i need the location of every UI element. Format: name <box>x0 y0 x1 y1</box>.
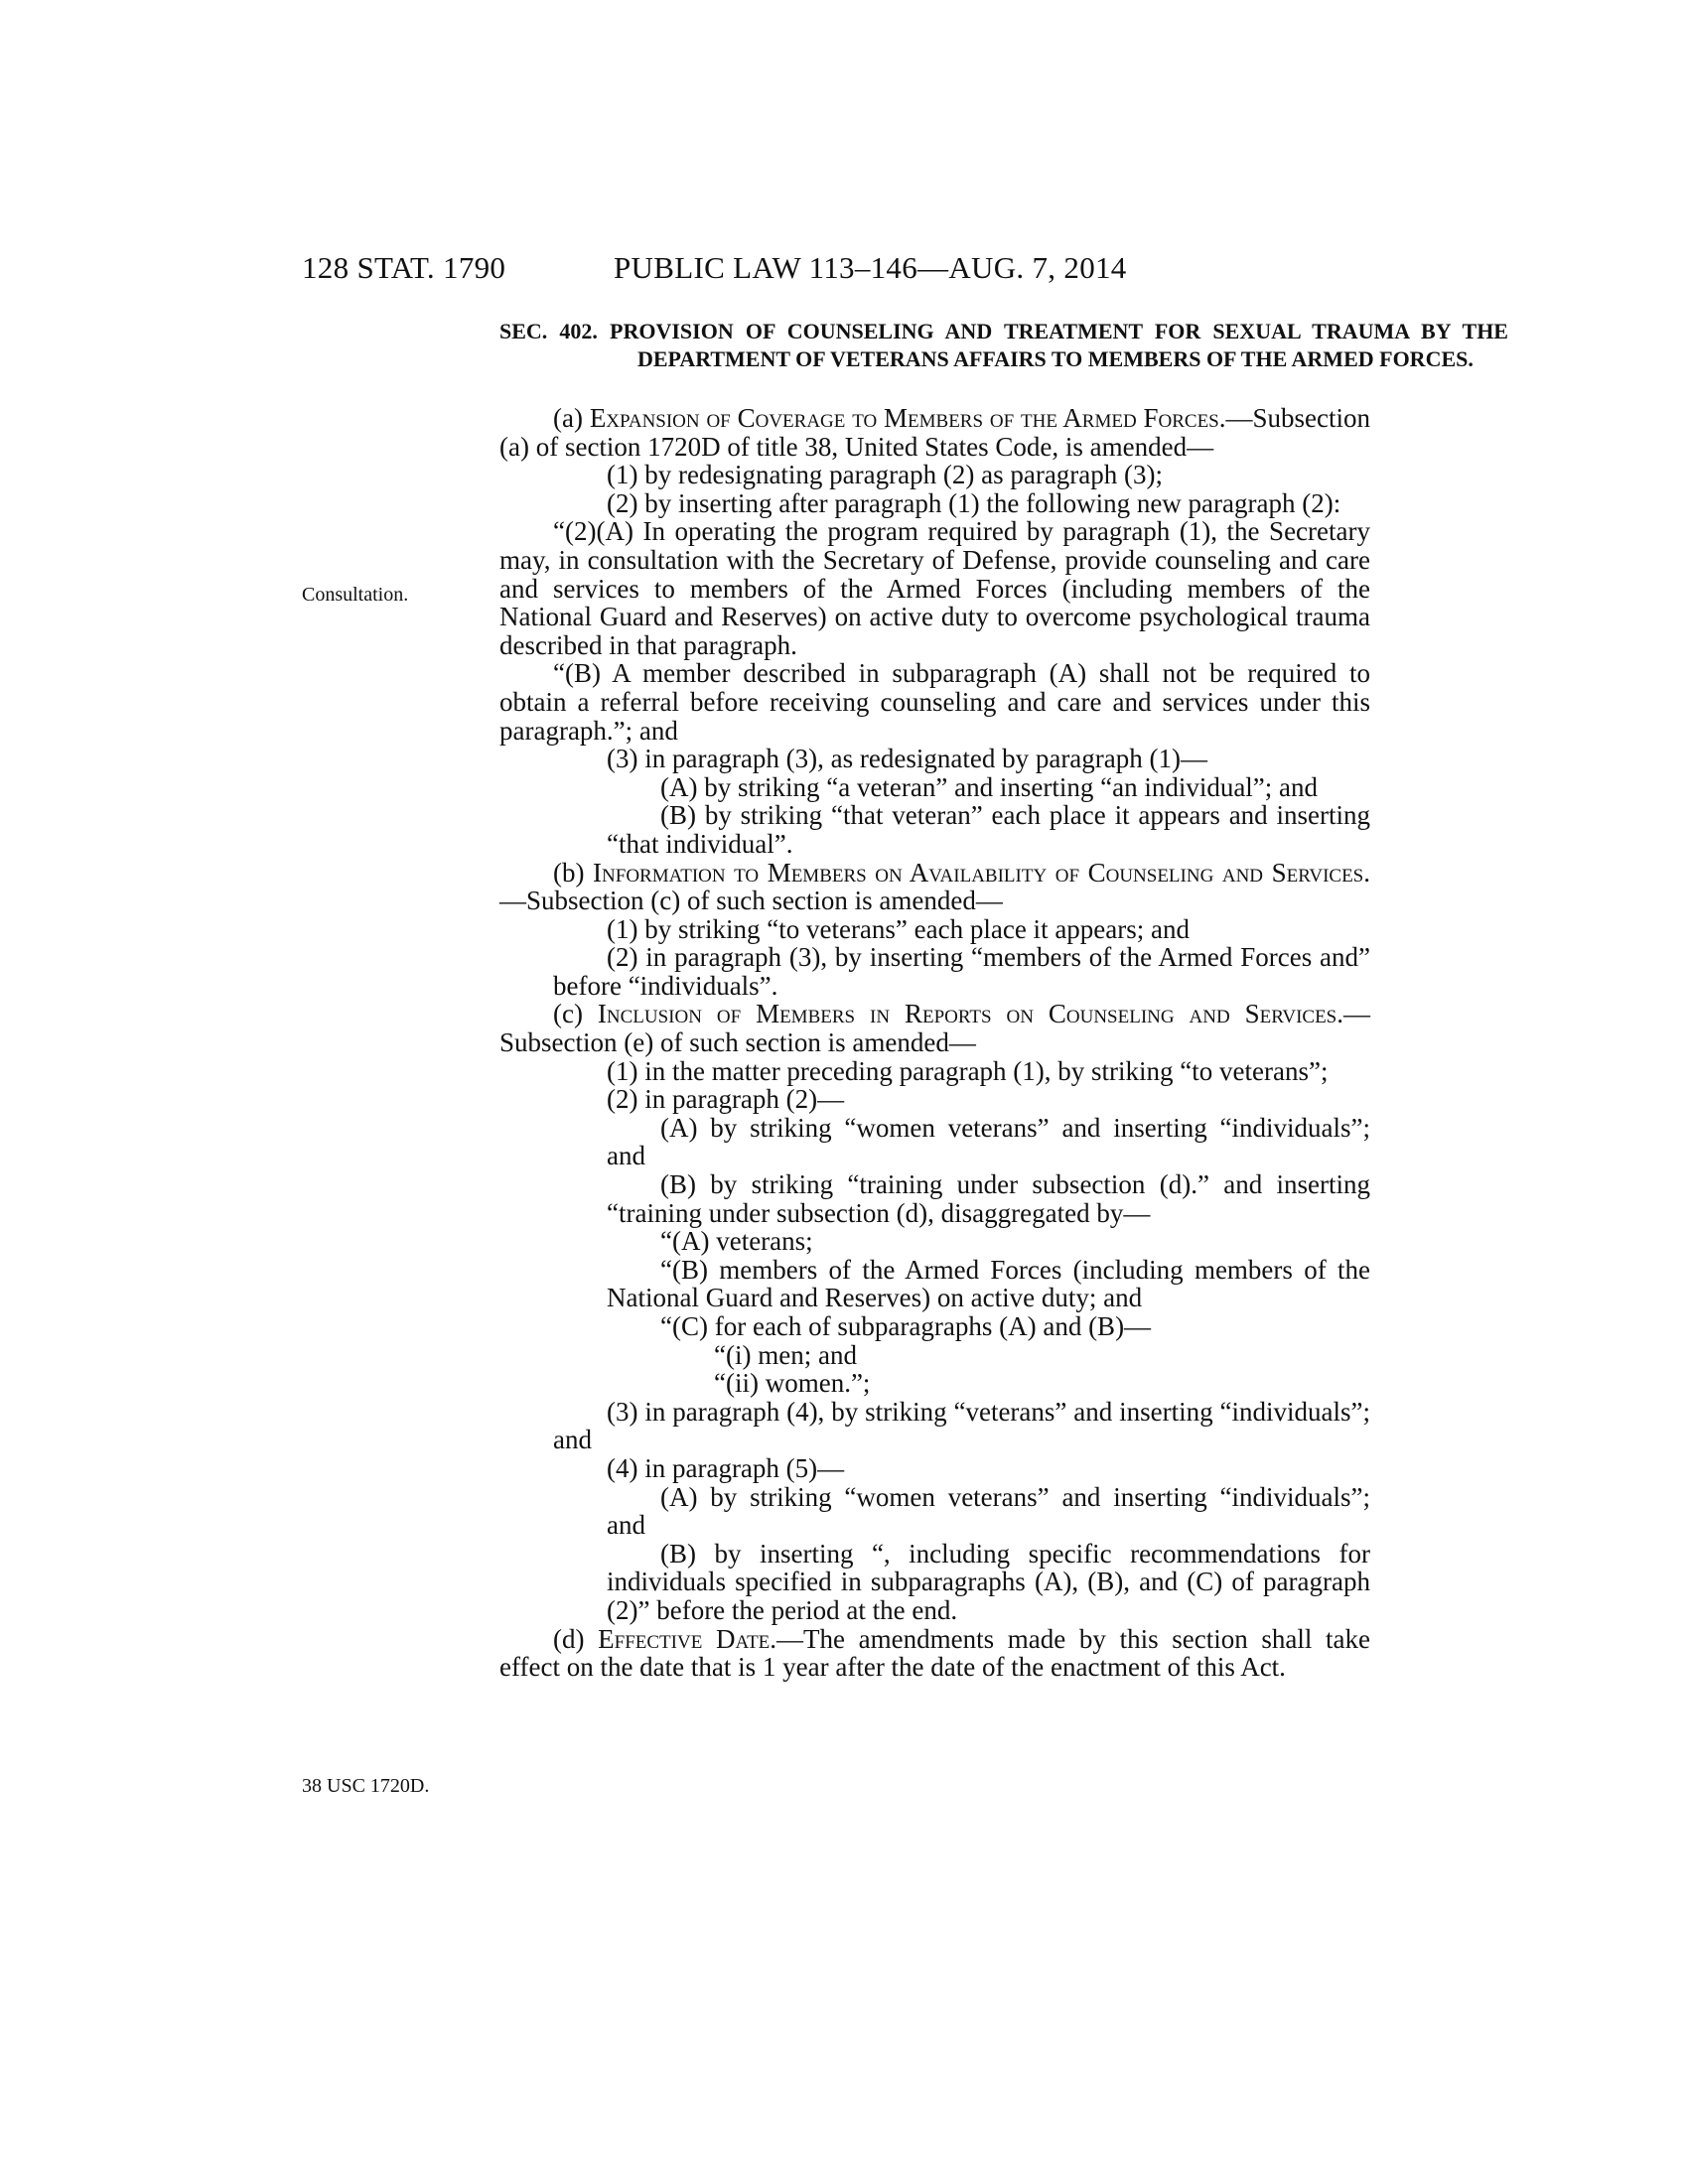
margin-note-consultation: Consultation. <box>302 584 409 606</box>
running-header-title: PUBLIC LAW 113–146—AUG. 7, 2014 <box>614 250 1127 285</box>
quoted-subparagraph: “(C) for each of subparagraphs (A) and (B)— <box>660 1311 1152 1341</box>
quoted-subparagraph: “(B) members of the Armed Forces (including members of the National Guard and Reserves) on active duty; and <box>607 1254 1370 1313</box>
subsection-a-heading: Expansion of Coverage to Members of the Armed Forces <box>589 403 1219 433</box>
quoted-clause: “(i) men; and <box>714 1339 857 1370</box>
subsection-b: (b) Information to Members on Availability of Counseling and Services.—Subsection (c) of such section is amended— <box>499 857 1370 916</box>
paragraph: (4) in paragraph (5)— <box>607 1452 845 1483</box>
subparagraph: (B) by striking “training under subsection (d).” and inserting “training under subsection (d), disaggregated by— <box>607 1169 1370 1228</box>
statute-page-number: 128 STAT. 1790 <box>302 250 506 285</box>
quoted-clause: “(ii) women.”; <box>714 1368 871 1399</box>
subparagraph: (A) by striking “women veterans” and inserting “individuals”; and <box>607 1112 1370 1171</box>
subsection-d: (d) Effective Date.—The amendments made by this section shall take effect on the date that is 1 year after the date of the enactment of this Act. <box>499 1623 1370 1683</box>
quoted-paragraph: “(2)(A) In operating the program required by paragraph (1), the Secretary may, in consultation with the Secretary of Defense, provide counseling and care and services to members of the Armed Forces (including members of the National Guard and Reserves) on active duty to overcome psychological trauma described in that paragraph. <box>499 516 1370 660</box>
subsection-c: (c) Inclusion of Members in Reports on Counseling and Services.—Subsection (e) of such section is amended— <box>499 999 1371 1058</box>
subsection-a: (a) Expansion of Coverage to Members of the Armed Forces.—Subsection (a) of section 1720D of title 38, United States Code, is amended— <box>499 403 1371 462</box>
quoted-paragraph: “(B) A member described in subparagraph (A) shall not be required to obtain a referral before receiving counseling and care and services under this paragraph.”; and <box>499 658 1370 746</box>
paragraph: (2) in paragraph (3), by inserting “members of the Armed Forces and” before “individuals”. <box>553 942 1370 1001</box>
quoted-subparagraph: “(A) veterans; <box>660 1226 813 1257</box>
section-heading: SEC. 402. PROVISION OF COUNSELING AND TREATMENT FOR SEXUAL TRAUMA BY THE DEPARTMENT OF VETERANS AFFAIRS TO MEMBERS OF THE ARMED FORCES. <box>499 319 1508 371</box>
subparagraph: (A) by striking “a veteran” and inserting “an individual”; and <box>660 771 1319 802</box>
paragraph: (1) by redesignating paragraph (2) as paragraph (3); <box>607 460 1164 490</box>
document-body <box>499 404 1370 1682</box>
margin-note-usc: 38 USC 1720D. <box>302 1775 430 1797</box>
subparagraph: (B) by striking “that veteran” each place it appears and inserting “that individual”. <box>607 800 1370 859</box>
subsection-b-heading: Information to Members on Availability of Counseling and Services <box>593 857 1364 887</box>
subsection-d-heading: Effective Date <box>598 1623 771 1654</box>
subsection-c-heading: Inclusion of Members in Reports on Counseling and Services <box>597 999 1337 1029</box>
paragraph: (1) by striking “to veterans” each place it appears; and <box>607 913 1190 944</box>
paragraph: (3) in paragraph (4), by striking “veterans” and inserting “individuals”; and <box>553 1396 1370 1455</box>
paragraph: (2) in paragraph (2)— <box>607 1084 845 1115</box>
paragraph: (3) in paragraph (3), as redesignated by paragraph (1)— <box>607 744 1207 774</box>
paragraph: (2) by inserting after paragraph (1) the following new paragraph (2): <box>607 487 1341 518</box>
paragraph: (1) in the matter preceding paragraph (1), by striking “to veterans”; <box>607 1055 1329 1086</box>
subparagraph: (A) by striking “women veterans” and inserting “individuals”; and <box>607 1481 1370 1541</box>
subparagraph: (B) by inserting “, including specific recommendations for individuals specified in subparagraphs (A), (B), and (C) of paragraph (2)” before the period at the end. <box>607 1538 1370 1625</box>
